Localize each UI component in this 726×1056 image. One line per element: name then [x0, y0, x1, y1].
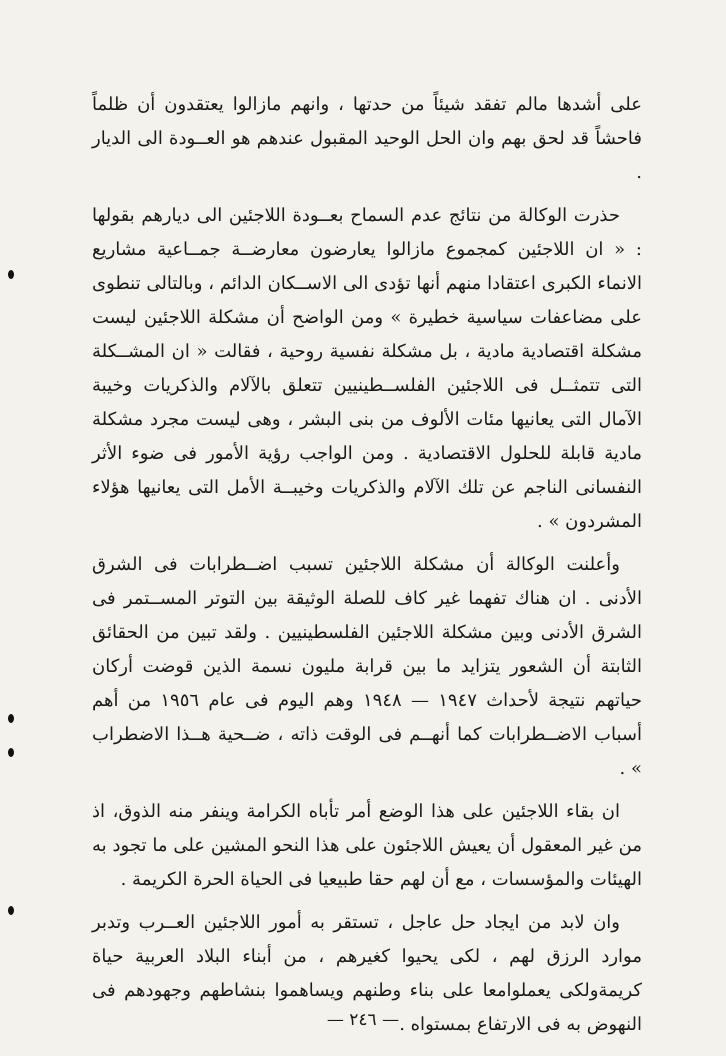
- paragraph-4: ان بقاء اللاجئين على هذا الوضع أمر تأباه الكرامة وينفر منه الذوق، اذ من غير المعقول أن يعيش اللاجئون على هذا النحو المشين على ما تجود به الهيئات والمؤسسات ، مع أن لهم حقا طبيعيا فى الحياة الحرة الكريمة .: [92, 801, 642, 890]
- paragraph-3: وأعلنت الوكالة أن مشكلة اللاجئين تسبب اضــطرابات فى الشرق الأدنى . ان هناك تفهما غير كاف للصلة الوثيقة بين التوتر المســتمر فى الشرق الأدنى وبين مشكلة اللاجئين الفلسطينيين . ولقد تبين من الحقائق الثابتة أن الشعور يتزايد ما بين قرابة مليون نسمة الذين قوضت أركان حياتهم نتيجة لأحداث ١٩٤٧ — ١٩٤٨ وهم اليوم فى عام ١٩٥٦ من أهم أسباب الاضــطرابات كما أنهــم فى الوقت ذاته ، ضــحية هــذا الاضطراب » .: [92, 554, 643, 779]
- paragraph-1: على أشدها مالم تفقد شيئاً من حدتها ، وانهم مازالوا يعتقدون أن ظلماً فاحشاً قد لحق بهم وان الحل الوحيد المقبول عندهم هو العــودة الى الديار .: [92, 94, 642, 183]
- page-number: — ٢٤٦ —: [326, 1010, 400, 1030]
- margin-mark: [8, 906, 14, 915]
- margin-mark: [8, 270, 14, 279]
- paragraph-2: حذرت الوكالة من نتائج عدم السماح بعــودة اللاجئين الى ديارهم بقولها : « ان اللاجئين كمجموع مازالوا يعارضون معارضــة جمــاعية مشاريع الانماء الكبرى اعتقادا منهم أنها تؤدى الى الاســكان الدائم ، وبالتالى تنطوى على مضاعفات سياسية خطيرة » ومن الواضح أن مشكلة اللاجئين ليست مشكلة اقتصادية مادية ، بل مشكلة نفسية روحية ، فقالت « ان المشــكلة التى تتمثــل فى اللاجئين الفلســطينيين تتعلق بالآلام والذكريات وخيبة الآمال التى يعانيها مئات الألوف من بنى البشر ، وهى ليست مجرد مشكلة مادية قابلة للحلول الاقتصادية . ومن الواجب رؤية الأمور فى ضوء الأثر النفسانى الناجم عن تلك الآلام والذكريات وخيبــة الأمل التى يعانيها هؤلاء المشردون » .: [92, 205, 642, 532]
- margin-mark: [8, 748, 14, 757]
- margin-mark: [8, 714, 14, 723]
- paragraph-5: وان لابد من ايجاد حل عاجل ، تستقر به أمور اللاجئين العــرب وتدبر موارد الرزق لهم ، لكى يحيوا كغيرهم ، من أبناء البلاد العربية حياة كريمةولكى يعملوامعا على بناء وطنهم ويساهموا بنشاطهم وجهودهم فى النهوض به فى الارتفاع بمستواه .: [92, 912, 642, 1035]
